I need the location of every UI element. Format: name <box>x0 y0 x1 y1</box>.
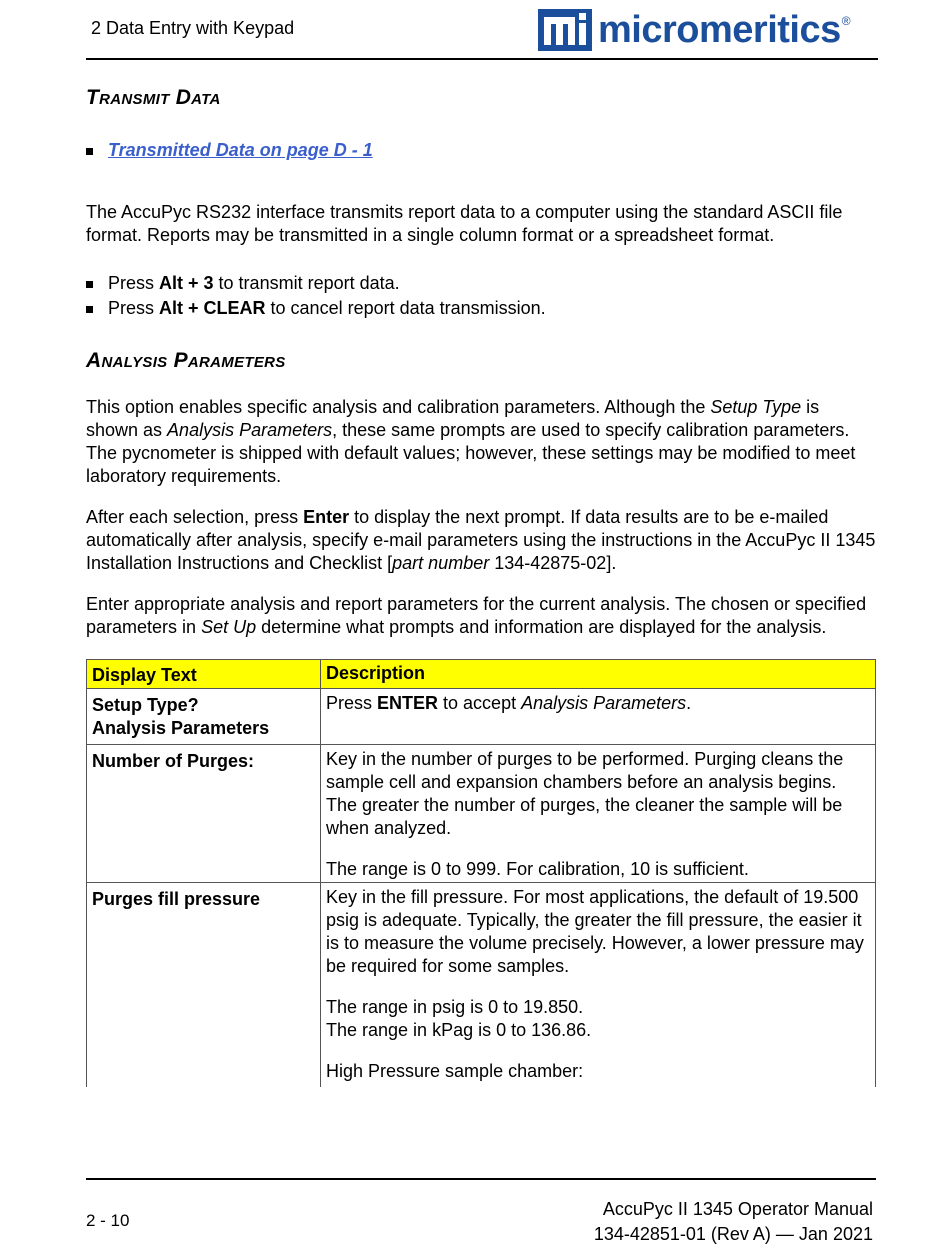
bullet-icon <box>86 148 93 155</box>
analysis-paragraph-2: After each selection, press Enter to display the next prompt. If data results are to be e-mailed automatically after analysis, specify e-mail parameters using the instructions in the AccuPyc II 1345 Installation Instructions and Checklist [part number 134-42875-02]. <box>86 507 876 573</box>
row-display-text: Purges fill pressure <box>92 889 261 909</box>
table-row <box>86 883 876 1087</box>
row-description: Press ENTER to accept Analysis Parameters. <box>326 693 692 713</box>
bullet-cancel: Press Alt + CLEAR to cancel report data transmission. <box>108 298 546 318</box>
transmit-paragraph: The AccuPyc RS232 interface transmits report data to a computer using the standard ASCII file format. Reports may be transmitted in a single column format or a spreadsheet format. <box>86 202 843 245</box>
footer-rule <box>86 1178 876 1180</box>
logo-registered-mark: ® <box>841 14 851 28</box>
header-rule <box>86 58 878 60</box>
logo-mark-icon <box>538 9 592 51</box>
row-display-text: Number of Purges: <box>92 751 255 771</box>
column-header-display-text: Display Text <box>92 665 197 685</box>
row-description: Key in the fill pressure. For most applications, the default of 19.500 psig is adequate. Typically, the greater the fill pressure, the easier it is to measure the volume precisely. However, a lower pressure may be required for some samples. The range in psig is 0 to 19.850. The range in kPag is 0 to 136.86. High Pressure sample chamber: <box>326 887 864 1081</box>
link-text[interactable]: Transmitted Data on page D - 1 <box>108 140 373 160</box>
bullet-icon <box>86 281 93 288</box>
manual-title: AccuPyc II 1345 Operator Manual <box>602 1199 873 1219</box>
bullet-icon <box>86 306 93 313</box>
analysis-paragraph-3: Enter appropriate analysis and report parameters for the current analysis. The chosen or specified parameters in Set Up determine what prompts and information are displayed for the analysis. <box>86 594 867 637</box>
section-heading-analysis-parameters: Analysis Parameters <box>86 349 286 372</box>
bullet-transmit: Press Alt + 3 to transmit report data. <box>108 273 400 293</box>
header-title: 2 Data Entry with Keypad <box>91 18 295 38</box>
page-number: 2 - 10 <box>86 1211 130 1230</box>
section-heading-transmit-data: Transmit Data <box>86 86 221 109</box>
row-description: Key in the number of purges to be performed. Purging cleans the sample cell and expansion chambers before an analysis begins. The greater the number of purges, the cleaner the sample will be when analyzed. The range is 0 to 999. For calibration, 10 is sufficient. <box>326 749 844 879</box>
table-header-row <box>86 659 876 689</box>
row-display-text: Setup Type? Analysis Parameters <box>92 695 270 738</box>
logo-text: micromeritics <box>598 9 841 51</box>
table-row <box>86 689 876 745</box>
document-number: 134-42851-01 (Rev A) — Jan 2021 <box>593 1224 873 1244</box>
footer-manual-info <box>560 1197 873 1247</box>
column-header-description: Description <box>326 663 426 683</box>
analysis-paragraph-1: This option enables specific analysis and calibration parameters. Although the Setup Type is shown as Analysis Parameters, these same prompts are used to specify calibration parameters. The pycnometer is shipped with default values; however, these settings may be modified to meet laboratory requirements. <box>86 397 856 486</box>
micromeritics-logo <box>538 8 878 52</box>
table-row <box>86 745 876 883</box>
link-transmitted-data[interactable] <box>108 140 373 161</box>
